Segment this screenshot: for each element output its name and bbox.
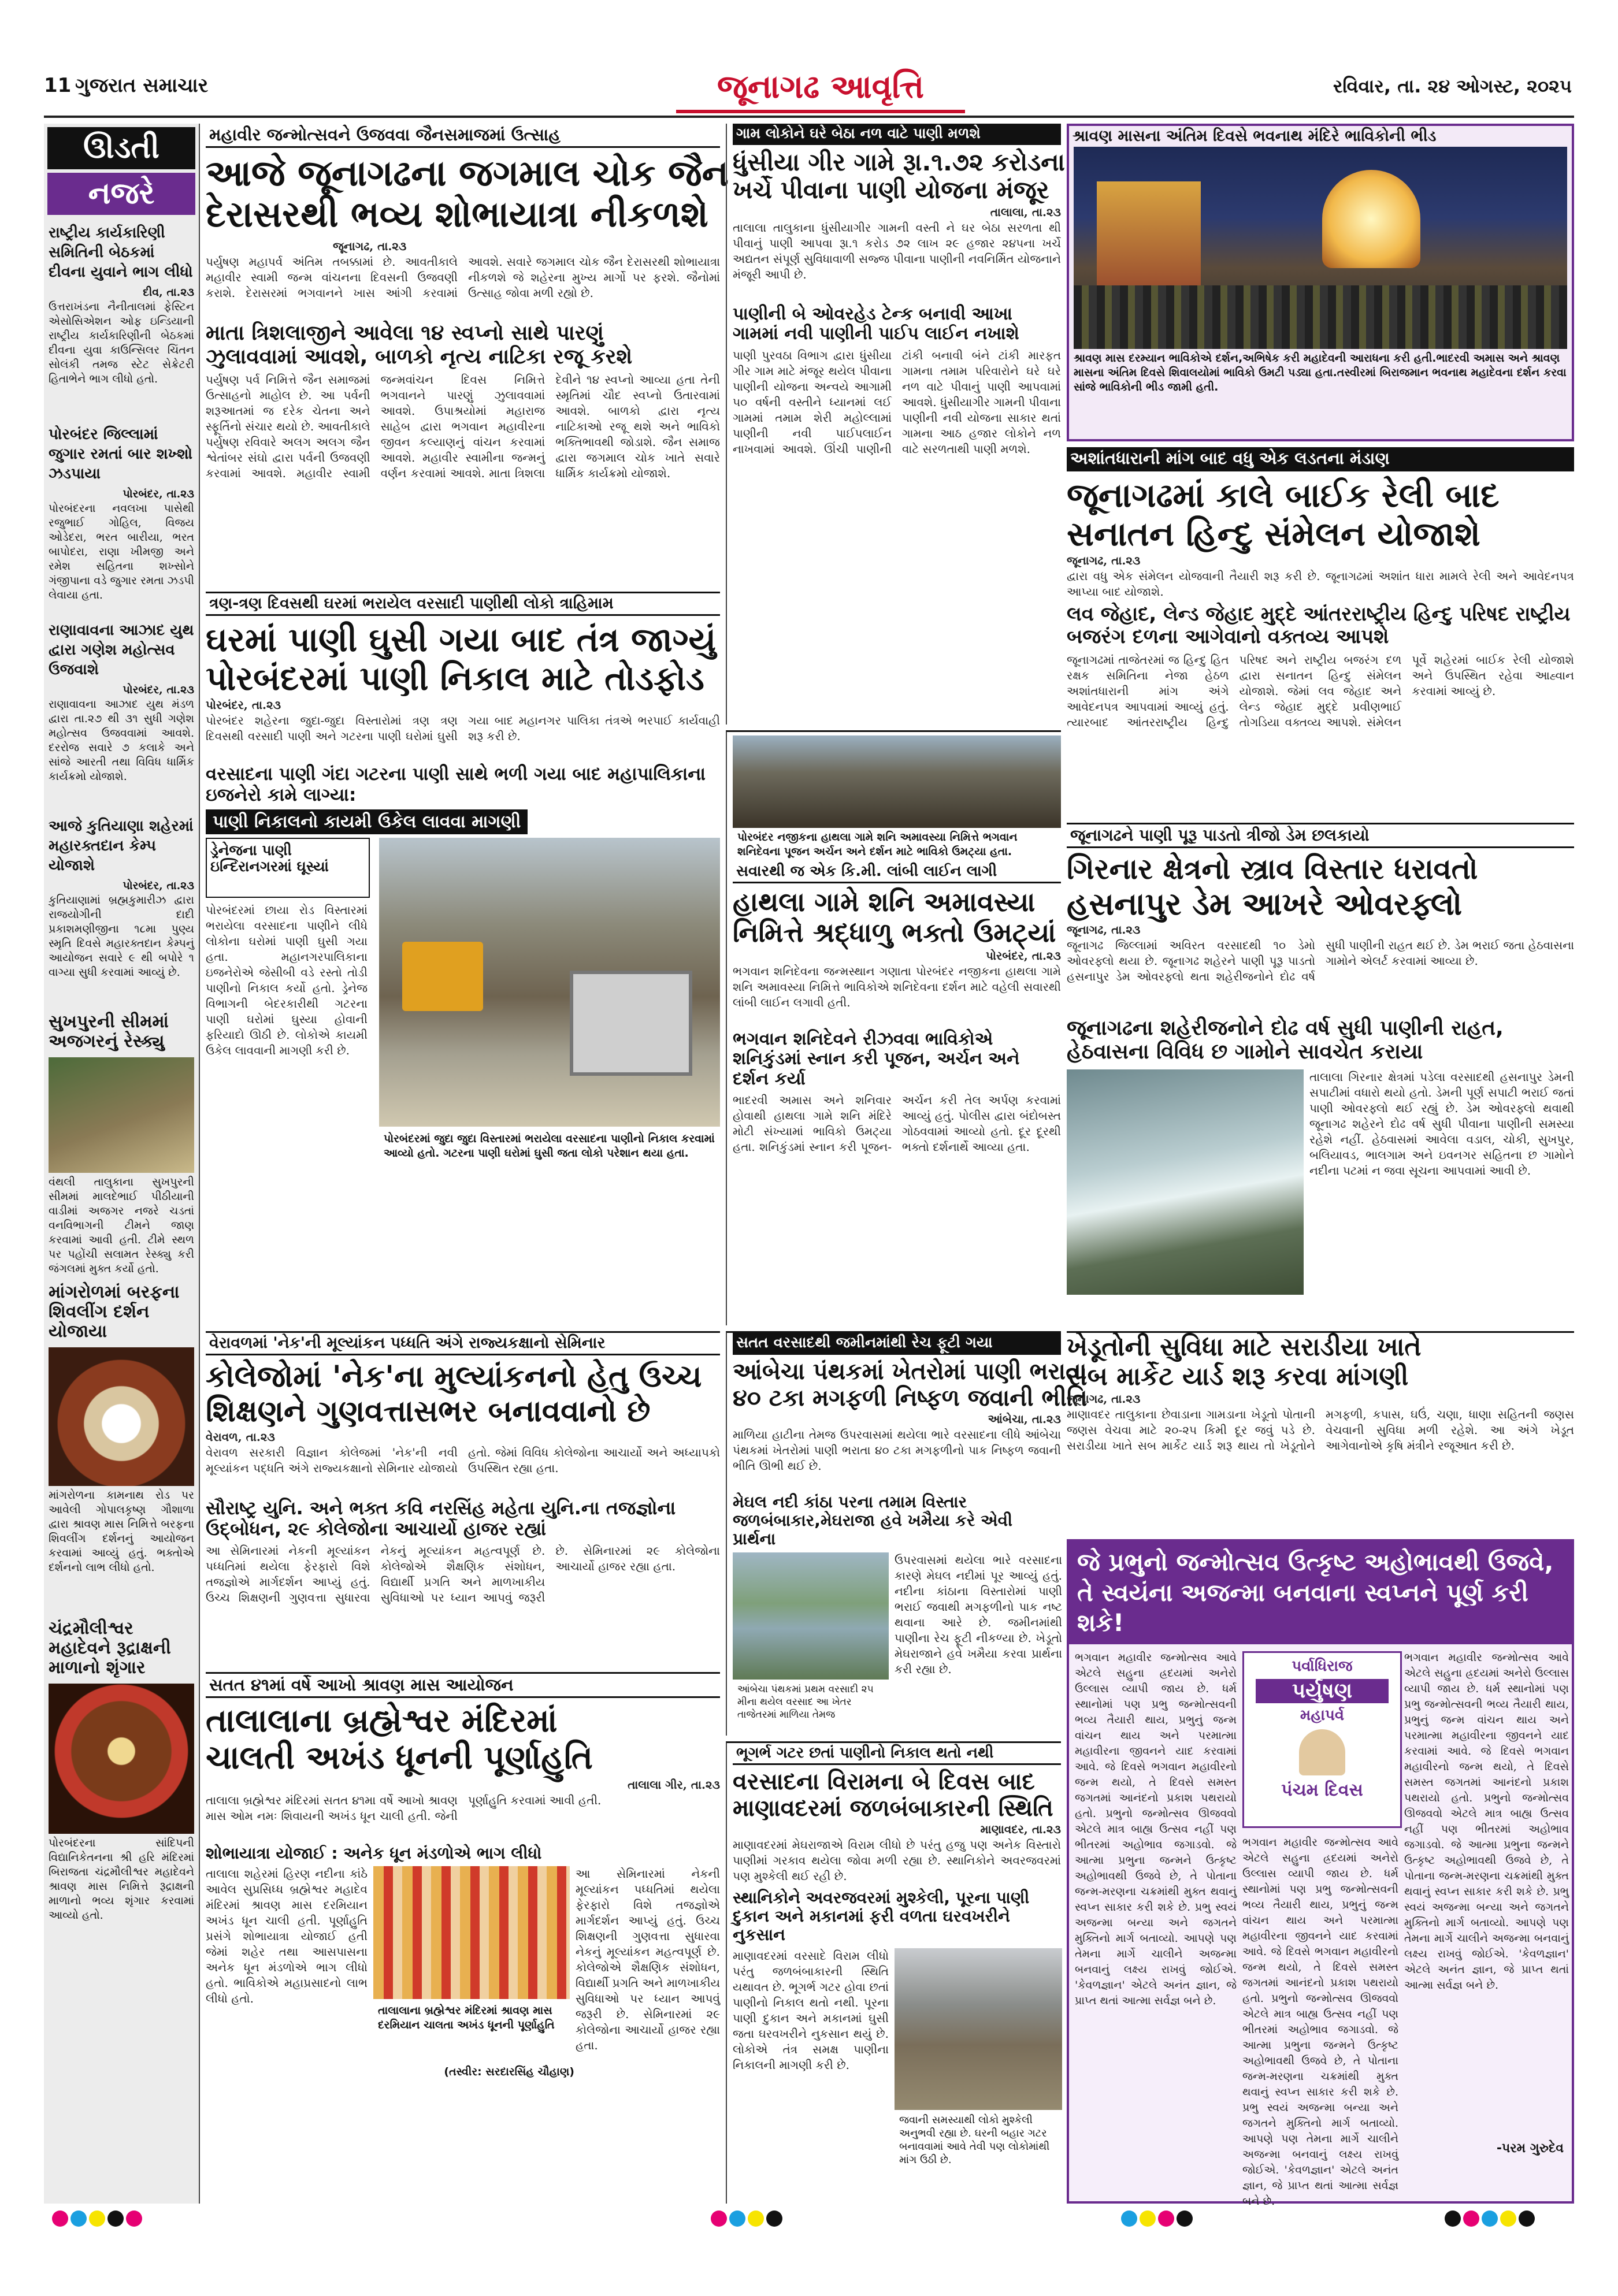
story-dateline: આંબેચા, તા.૨૩ [988, 1412, 1061, 1426]
sidebar-item [44, 1615, 199, 1952]
registration-dot [766, 2210, 782, 2227]
story-headline: હસનાપુર ડેમ આખરે ઓવરફ્લો [1067, 885, 1463, 922]
story-subhead: સ્થાનિકોને અવરજવરમાં મુશ્કેલી, પૂરના પાણી દુકાન અને મકાનમાં ફરી વળતા ઘરવખરીને નુકસાન [733, 1888, 1030, 1945]
story-headline: જે પ્રભુનો જન્મોત્સવ ઉત્કૃષ્ટ અહોભાવથી ઉજવે, તે સ્વયંના અજન્મા બનવાના સ્વપ્નને પૂર્ણ કરી શકે! [1069, 1541, 1572, 1644]
story-headline: કોલેજોમાં 'નેક'ના મુલ્યાંકનનો હેતુ ઉચ્ચ [206, 1359, 702, 1394]
sidebar-body: પોરબંદરના નવલખા પાસેથી રજુભાઈ ગોહિલ, વિજય ઓડેદરા, ભરત બારીયા, ભરત બાપોદરા, રાણા ખીમજી અને રમેશ સહિતના શખ્સોને ગંજીપાના વડે જુગાર રમતા ઝડપી લેવાયા હતા. [49, 502, 194, 601]
sidebar-item [44, 421, 199, 617]
registration-dot [89, 2210, 105, 2227]
sidebar-dateline: દીવ, તા.૨૩ [143, 286, 194, 299]
talala-photo [373, 1866, 570, 1999]
shani-photo [733, 735, 1061, 828]
photo-credit: (તસ્વીર: સરદારસિંહ ચૌહાણ) [444, 2065, 574, 2078]
registration-dot [107, 2210, 124, 2227]
story-dateline: જૂનાગઢ, તા.૨૩ [1067, 1392, 1141, 1406]
story-body: પોરબંદર શહેરના જુદા-જુદા વિસ્તારોમાં ત્રણ ત્રણ દિવસથી વરસાદી પાણી અને ગટરના પાણી ઘરોમાં ઘુસી ગયા બાદ મહાનગર પાલિકા તંત્રએ ભરપાઈ કાર્યવાહી શરૂ કરી છે. [206, 714, 720, 744]
sidebar-item [44, 813, 199, 1009]
registration-dot [1158, 2210, 1174, 2227]
registration-dot [1500, 2210, 1516, 2227]
story-body: તાલાલા તાલુકાના ધુંસીયાગીર ગામની વસ્તી ને ઘર બેઠા સરળતા થી પીવાનું પાણી આપવા રૂા.૧ કરોડ ૭૨ લાખ ૨૯ હજાર ૨૪૫ના ખર્ચે અદ્યતન સંપૂર્ણ સુવિધાવાળી સજ્જ પીવાના પાણીની નવનિર્મિત યોજનાને મંજૂરી આપી છે. [733, 220, 1061, 281]
photo-caption: તાલાલાના બ્રહ્મેશ્વર મંદિરમાં શ્રાવણ માસ દરમિયાન ચાલતા અખંડ ધૂનની પૂર્ણાહુતિ [378, 2004, 555, 2031]
story-kicker: મહાવીર જન્મોત્સવને ઉજવવા જૈનસમાજમાં ઉત્સાહ [206, 124, 720, 148]
badge-line: પંચમ દિવસ [1281, 1779, 1363, 1800]
story-dateline: પોરબંદર, તા.૨૩ [206, 698, 281, 712]
story-water-village [726, 124, 1065, 725]
story-headline: ખર્ચે પીવાના પાણી યોજના મંજૂર [733, 176, 1049, 205]
story-headline: ગિરનાર ક્ષેત્રનો સ્ત્રાવ વિસ્તાર ધરાવતો [1067, 852, 1478, 886]
story-body: પર્યુષણ મહાપર્વ અંતિમ તબક્કામાં છે. આવતીકાલે મહાવીર સ્વામી જન્મ વાંચનના દિવસની ઉજવણી કરાશે. દેરાસરમાં ભગવાનને ખાસ આંગી કરવામાં આવશે. સવારે જગમાલ ચોક જૈન દેરાસરથી શોભાયાત્રા નીકળશે જે શહેરના મુખ્ય માર્ગો પર ફરશે. જૈનોમાં ઉત્સાહ જોવા મળી રહ્યો છે. [206, 254, 720, 300]
story-body: ભગવાન મહાવીર જન્મોત્સવ આવે એટલે સહુના હ્રદયમાં અનેરો ઉલ્લાસ વ્યાપી જાય છે. ધર્મ સ્થાનોમાં પણ પ્રભુ જન્મોત્સવની ભવ્ય તૈયારી થાય, પ્રભુનું જન્મ વાંચન થાય અને પરમાત્મા મહાવીરના જીવનને યાદ કરવામાં આવે. જે દિવસે ભગવાન મહાવીરનો જન્મ થયો, તે દિવસે સમસ્ત જગતમાં આનંદનો પ્રકાશ પથરાયો હતો. પ્રભુનો જન્મોત્સવ ઊજવવો એટલે માત્ર બાહ્ય ઉત્સવ નહીં પણ ભીતરમાં અહોભાવ જગાડવો. જે આત્મા પ્રભુના જન્મને ઉત્કૃષ્ટ અહોભાવથી ઉજવે છે, તે પોતાના જન્મ-મરણના ચક્રમાંથી મુક્ત થવાનું સ્વપ્ન સાકાર કરી શકે છે. પ્રભુ સ્વયં અજન્મા બન્યા અને જગતને મુક્તિનો માર્ગ બતાવ્યો. આપણે પણ તેમના માર્ગે ચાલીને અજન્મા બનવાનું લક્ષ્ય રાખવું જોઈએ. 'કેવળજ્ઞાન' એટલે અનંત જ્ઞાન, જે પ્રાપ્ત થતાં આત્મા સર્વજ્ઞ બને છે. [1242, 1836, 1398, 2208]
photo-caption: આંબેચા પંથકમાં પ્રથમ વરસાદી ૨૫ મીના થયેલ વરસાદ આ ખેતર તાજેતરમાં માળિયા તેમજ [737, 1683, 874, 1721]
excavator [402, 942, 483, 1011]
story-subhead: પાણીની બે ઓવરહેડ ટેન્ક બનાવી આખા [733, 303, 1012, 324]
story-body: તાલાલા શહેરમાં હિરણ નદીના કાંઠે આવેલ સુપ્રસિધ્ધ બ્રહ્મેશ્વર મહાદેવ મંદિરમાં શ્રાવણ માસ દરમિયાન અખંડ ધૂન ચાલી હતી. પૂર્ણાહુતિ પ્રસંગે શોભાયાત્રા યોજાઈ હતી જેમાં શહેર તથા આસપાસના અનેક ધૂન મંડળોએ ભાગ લીધો હતો. ભાવિકોએ મહાપ્રસાદનો લાભ લીધો હતો. [206, 1866, 368, 2005]
story-body: પોરબંદરમાં છાયા રોડ વિસ્તારમાં ભરાયેલા વરસાદના પાણીને લીધે લોકોના ઘરોમાં પાણી ઘુસી ગયા હતા. મહાનગરપાલિકાના ઇજનેરોએ જેસીબી વડે રસ્તો તોડી પાણીનો નિકાલ કર્યો હતો. ડ્રેનેજ વિભાગની બેદરકારીથી ગટરના પાણી ઘરોમાં ઘુસ્યા હોવાની ફરિયાદો ઊઠી છે. લોકોએ કાયમી ઉકેલ લાવવાની માગણી કરી છે. [206, 902, 368, 1057]
sidebar-title-1: ઊડતી [47, 127, 195, 169]
story-kicker: સતત ૪૧માં વર્ષે આખો શ્રાવણ માસ આયોજન [206, 1674, 720, 1698]
story-headline: હાથલા ગામે શનિ અમાવસ્યા [733, 886, 1036, 917]
story-market [1067, 1331, 1574, 1533]
story-headline: પોરબંદરમાં પાણી નિકાલ માટે તોડફોડ [206, 658, 704, 698]
story-dateline: માણાવદર, તા.૨૩ [980, 1822, 1061, 1836]
registration-dot [729, 2210, 745, 2227]
story-subhead: માતા ત્રિશલાજીને આવેલા ૧૪ સ્વપ્નો સાથે પારણું [206, 321, 604, 345]
story-headline: જૂનાગઢમાં કાલે બાઈક રેલી બાદ [1067, 475, 1500, 515]
left-sidebar [44, 124, 200, 2204]
story-dam [1067, 823, 1574, 1325]
story-body: વેરાવળ સરકારી વિજ્ઞાન કોલેજમાં 'નેક'ની નવી મૂલ્યાંકન પદ્ધતિ અંગે રાજ્યકક્ષાનો સેમિનાર યોજાયો હતો. જેમાં વિવિધ કોલેજોના આચાર્યો અને અધ્યાપકો ઉપસ્થિત રહ્યા હતા. [206, 1445, 720, 1475]
story-headline: દેરાસરથી ભવ્ય શોભાયાત્રા નીકળશે [206, 193, 708, 236]
issue-date: રવિવાર, તા. ૨૪ ઓગસ્ટ, ૨૦૨૫ [1333, 75, 1572, 97]
story-headline: માણાવદરમાં જળબંબાકારની સ્થિતિ [733, 1795, 1053, 1822]
registration-dot [1463, 2210, 1479, 2227]
story-headline: સનાતન હિન્દુ સંમેલન યોજાશે [1067, 514, 1480, 553]
badge-line: મહાપર્વ [1300, 1706, 1345, 1724]
story-kicker: ગામ લોકોને ઘરે બેઠા નળ વાટે પાણી મળશે [733, 124, 1061, 145]
sub-kicker-box [206, 838, 370, 898]
story-body: આ સેમિનારમાં નેકની મૂલ્યાંકન પધ્ધતિમાં થયેલા ફેરફારો વિશે તજજ્ઞોએ માર્ગદર્શન આપ્યું હતું. ઉચ્ચ શિક્ષણની ગુણવત્તા સુધારવા નેકનું મૂલ્યાંકન મહત્વપૂર્ણ છે. કોલેજોએ શૈક્ષણિક સંશોધન, વિદ્યાર્થી પ્રગતિ અને માળખાકીય સુવિધાઓ પર ધ્યાન આપવું જરૂરી છે. સેમિનારમાં ૨૯ કોલેજોના આચાર્યો હાજર રહ્યા હતા. [576, 1866, 720, 2052]
story-subhead: ઝુલાવવામાં આવશે, બાળકો નૃત્ય નાટિકા રજૂ કરશે [206, 344, 633, 369]
story-headline: ચાલતી અખંડ ધૂનની પૂર્ણાહુતિ [206, 1739, 593, 1777]
prayer-hands-icon [1299, 1729, 1345, 1775]
story-body: ભગવાન મહાવીર જન્મોત્સવ આવે એટલે સહુના હ્રદયમાં અનેરો ઉલ્લાસ વ્યાપી જાય છે. ધર્મ સ્થાનોમાં પણ પ્રભુ જન્મોત્સવની ભવ્ય તૈયારી થાય, પ્રભુનું જન્મ વાંચન થાય અને પરમાત્મા મહાવીરના જીવનને યાદ કરવામાં આવે. જે દિવસે ભગવાન મહાવીરનો જન્મ થયો, તે દિવસે સમસ્ત જગતમાં આનંદનો પ્રકાશ પથરાયો હતો. પ્રભુનો જન્મોત્સવ ઊજવવો એટલે માત્ર બાહ્ય ઉત્સવ નહીં પણ ભીતરમાં અહોભાવ જગાડવો. જે આત્મા પ્રભુના જન્મને ઉત્કૃષ્ટ અહોભાવથી ઉજવે છે, તે પોતાના જન્મ-મરણના ચક્રમાંથી મુક્ત થવાનું સ્વપ્ન સાકાર કરી શકે છે. પ્રભુ સ્વયં અજન્મા બન્યા અને જગતને મુક્તિનો માર્ગ બતાવ્યો. આપણે પણ તેમના માર્ગે ચાલીને અજન્મા બનવાનું લક્ષ્ય રાખવું જોઈએ. 'કેવળજ્ઞાન' એટલે અનંત જ્ઞાન, જે પ્રાપ્ત થતાં આત્મા સર્વજ્ઞ બને છે. [1075, 1651, 1237, 2007]
story-dateline: પોરબંદર, તા.૨૩ [985, 948, 1061, 963]
sidebar-headline: રાણાવાવના આઝાદ યુથ દ્વારા ગણેશ મહોત્સવ ઉજવાશે [49, 622, 194, 678]
registration-dot [1177, 2210, 1193, 2227]
sidebar-headline: ચંદ્રમૌલીશ્વર મહાદેવને રૂદ્રાક્ષની માળાનો શૃંગાર [49, 1618, 171, 1678]
story-body: જૂનાગઢમાં તાજેતરમાં જ હિન્દુ હિત રક્ષક સમિતિના નેજા હેઠળ અશાંતધારાની માંગ અંગે આવેદનપત્ર આપવામાં આવ્યું હતું. ત્યારબાદ આંતરરાષ્ટ્રીય હિન્દુ પરિષદ અને રાષ્ટ્રીય બજરંગ દળ દ્વારા સનાતન હિન્દુ સંમેલન યોજાશે. જેમાં લવ જેહાદ અને લેન્ડ જેહાદ મુદ્દે પ્રવીણભાઈ તોગડિયા વક્તવ્ય આપશે. સંમેલન પૂર્વે શહેરમાં બાઈક રેલી યોજાશે અને ઉપસ્થિત રહેવા આહ્વાન કરવામાં આવ્યું છે. [1067, 652, 1574, 729]
story-body: દ્વારા વધુ એક સંમેલન યોજવાની તૈયારી શરૂ કરી છે. જૂનાગઢમાં અશાંત ધારા મામલે રેલી અને આવેદનપત્ર આપ્યા બાદ યોજાશે. [1067, 569, 1574, 599]
story-headline: આંબેચા પંથકમાં ખેતરોમાં પાણી ભરાતા [733, 1358, 1087, 1385]
sidebar-photo-rudraksh [49, 1684, 194, 1834]
registration-dot [1482, 2210, 1498, 2227]
registration-dot [1445, 2210, 1461, 2227]
sidebar-item [44, 220, 199, 421]
story-kicker: અશાંતધારાની માંગ બાદ વધુ એક લડતના મંડાણ [1067, 447, 1574, 471]
waterlogged-street-photo [895, 1948, 1062, 2110]
story-temple-photo [1067, 124, 1574, 441]
story-kicker: ખેડૂતોની સુવિધા માટે સરાડીયા ખાતે [1067, 1332, 1422, 1362]
story-headline: ધુંસીયા ગીર ગામે રૂા.૧.૭૨ કરોડના [733, 148, 1065, 176]
sidebar-body: વંથલી તાલુકાના સુખપુરની સીમમાં માલદેભાઈ પીઠીયાની વાડીમાં અજગર નજરે ચડતાં વનવિભાગની ટીમને જાણ કરવામાં આવી હતી. ટીમે સ્થળ પર પહોંચી સલામત રેસ્ક્યુ કરી જંગલમાં મુક્ત કર્યો હતો. [49, 1176, 194, 1275]
inline-box: પાણી નિકાલનો કાયમી ઉકેલ લાવવા માગણી [206, 809, 528, 834]
story-dateline: તાલાલા, તા.૨૩ [990, 205, 1061, 219]
story-subhead: વરસાદના પાણી ગંદા ગટરના પાણી સાથે ભળી ગયા બાદ મહાપાલિકાના ઇજનેરો કામે લાગ્યા: [206, 764, 706, 806]
story-manavadar [726, 1741, 1061, 2204]
flood-photo [379, 838, 720, 1127]
registration-marks-center [711, 2210, 826, 2234]
crowd [1074, 285, 1567, 349]
story-kicker: શ્રાવણ માસના અંતિમ દિવસે ભવનાથ મંદિરે ભાવિકોની ભીડ [1073, 127, 1437, 145]
story-jain [206, 124, 729, 586]
drain-pit [570, 971, 692, 1076]
badge-line: પર્વાધિરાજ [1292, 1657, 1353, 1675]
sidebar-item [44, 1279, 199, 1615]
sidebar-headline: સુખપુરની સીમમાં અજગરનું રેસ્ક્યુ [49, 1012, 169, 1052]
sidebar-headline: પોરબંદર જિલ્લામાં જુગાર રમતાં બાર શખ્શો ઝડપાયા [49, 426, 193, 482]
story-kicker: વેરાવળમાં 'નેક'ની મૂલ્યાંકન પધ્ધતિ અંગે રાજ્યકક્ષાનો સેમિનાર [206, 1333, 720, 1355]
story-subhead: ભગવાન શનિદેવને રીઝવવા ભાવિકોએ શનિકુંડમાં સ્નાન કરી પૂજન, અર્ચન અને દર્શન કર્યા [733, 1028, 1020, 1089]
story-ambliya [726, 1331, 1088, 1736]
story-porbandar [206, 592, 720, 1325]
editorial-byline: -પરમ ગુરુદેવ [1496, 2141, 1564, 2156]
registration-dot [748, 2210, 764, 2227]
registration-dot [70, 2210, 87, 2227]
story-dateline: વેરાવળ, તા.૨૩ [206, 1429, 275, 1444]
photo-caption: પોરબંદર નજીકના હાથલા ગામે શનિ અમાવસ્યા નિમિત્તે ભગવાન શનિદેવના પૂજન અર્ચન અને દર્શન માટે ભાવિકો ઉમટ્યા હતા. [737, 831, 1018, 858]
registration-marks-right [1121, 2210, 1237, 2234]
story-subhead: લવ જેહાદ, લેન્ડ જેહાદ મુદ્દે આંતરરાષ્ટ્રીય હિન્દુ પરિષદ રાષ્ટ્રીય બજરંગ દળના આગેવાનો વક્તવ્ય આપશે [1067, 603, 1571, 649]
registration-dot [711, 2210, 727, 2227]
story-dateline: જૂનાગઢ, તા.૨૩ [333, 239, 407, 253]
sidebar-dateline: પોરબંદર, તા.૨૩ [123, 488, 194, 500]
photo-caption: જવાની સમસ્યાથી લોકો મુશ્કેલી અનુભવી રહ્યા છે. ઘરની બહાર ગટર બનાવવામાં આવે તેવી પણ લોકોમાંથી માંગ ઉઠી છે. [899, 2113, 1050, 2166]
edition-title: જૂનાગઢ આવૃત્તિ [717, 68, 925, 106]
sidebar-body: ઉત્તરાખંડના નૈનીતાલમાં ફેસ્ટિન એસોસિએશન ઓફ ઇન્ડિયાની રાષ્ટ્રીય કાર્યકારિણીની બેઠકમાં દીવના યુવા કાઉન્સિલર ચિંતન સોલંકી તમજ સ્ટેટ સેક્રેટરી હિતાભેને ભાગ લીધો હતો. [49, 300, 194, 385]
story-body: ભાદરવી અમાસ અને શનિવાર હોવાથી હાથલા ગામે શનિ મંદિરે મોટી સંખ્યામાં ભાવિકો ઉમટ્યા હતા. શનિકુંડમાં સ્નાન કરી પૂજન-અર્ચન કરી તેલ અર્પણ કરવામાં આવ્યું હતું. પોલીસ દ્વારા બંદોબસ્ત ગોઠવવામાં આવ્યો હતો. દૂર દૂરથી ભક્તો દર્શનાર્થે આવ્યા હતા. [733, 1093, 1061, 1154]
page-number: 11 [44, 74, 72, 97]
registration-dot [1519, 2210, 1535, 2227]
story-body: તાલાલા બ્રહ્મેશ્વર મંદિરમાં સતત ૪૧મા વર્ષે આખો શ્રાવણ માસ ઓમ નમઃ શિવાયની અખંડ ધૂન ચાલી હતી. જેની પૂર્ણાહુતિ કરવામાં આવી હતી. [206, 1793, 602, 1823]
story-dateline: જૂનાગઢ, તા.૨૩ [1067, 922, 1141, 937]
sidebar-headline: આજે કુતિયાણા શહેરમાં મહારક્તદાન કેમ્પ યોજાશે [49, 818, 194, 874]
temple-photo [1074, 147, 1567, 349]
sidebar-title-2: નજરે [47, 173, 195, 215]
story-subhead: મેઘલ નદી કાંઠા પરના તમામ વિસ્તાર જળબંબાકાર,મેઘરાજા હવે ખમૈયા કરે એવી પ્રાર્થના [733, 1492, 1013, 1549]
sidebar-body: માંગરોળના કામનાથ રોડ પર આવેલી ગોપાલકૃષ્ણ ગૌશાળા દ્વારા શ્રાવણ માસ નિમિત્તે બરફના શિવલીંગ દર્શનનું આયોજન કરવામાં આવ્યું હતું. ભક્તોએ દર્શનનો લાભ લીધો હતો. [49, 1489, 194, 1574]
story-headline: આજે જૂનાગઢના જગમાલ ચોક જૈન [206, 152, 729, 194]
story-body: માણાવદરમાં મેઘરાજાએ વિરામ લીધો છે પરંતુ હજુ પણ અનેક વિસ્તારો પાણીમાં ગરકાવ થયેલા જોવા મળી રહ્યા છે. સ્થાનિકોને અવરજવરમાં પણ મુશ્કેલી થઈ રહી છે. [733, 1838, 1061, 1883]
sidebar-body: પોરબંદરના સાંદિપની વિદ્યાનિકેતનના શ્રી હરિ મંદિરમાં બિરાજતા ચંદ્રમૌલીશ્વર મહાદેવને શ્રાવણ માસ નિમિત્તે રૂદ્રાક્ષની માળાનો ભવ્ય શૃંગાર કરવામાં આવ્યો હતો. [49, 1837, 194, 1922]
story-talala [206, 1672, 720, 2204]
flooded-field-photo [733, 1552, 889, 1680]
story-editorial [1067, 1539, 1574, 2208]
registration-dot [1121, 2210, 1137, 2227]
badge-line: પર્યુષણ [1256, 1679, 1389, 1703]
story-subhead: સૌરાષ્ટ્ર યુનિ. અને ભક્ત કવિ નરસિંહ મહેતા યુનિ.ના તજજ્ઞોના ઉદ્બોધન, ૨૯ કોલેજોના આચાર્યો હાજર રહ્યાં [206, 1496, 676, 1540]
story-body: ઉપરવાસમાં થયેલા ભારે વરસાદના કારણે મેઘલ નદીમાં પૂર આવ્યું હતું. નદીના કાંઠાના વિસ્તારોમાં પાણી ભરાઈ જવાથી મગફળીનો પાક નષ્ટ થવાના આરે છે. જમીનમાંથી પાણીના રેચ ફૂટી નીકળ્યા છે. ખેડૂતો મેઘરાજાને હવે ખમૈયા કરવા પ્રાર્થના કરી રહ્યા છે. [895, 1552, 1062, 1676]
registration-dot [52, 2210, 68, 2227]
photo-caption: પોરબંદરમાં જુદા જુદા વિસ્તારમાં ભરાયેલા વરસાદના પાણીનો નિકાલ કરવામાં આવ્યો હતો. ગટરના પાણી ઘરોમાં ઘુસી જતા લોકો પરેશાન થયા હતા. [384, 1132, 715, 1160]
registration-marks-left [52, 2210, 202, 2234]
registration-dot [126, 2210, 142, 2227]
sidebar-body: રાણાવાવના આઝાદ યુથ મંડળ દ્વારા તા.૨૭ થી ૩૧ સુધી ગણેશ મહોત્સવ ઉજવવામાં આવશે. દરરોજ સવારે ૭ કલાકે અને સાંજે આરતી તથા વિવિધ ધાર્મિક કાર્યક્રમો યોજાશે. [49, 698, 194, 783]
story-kicker: જૂનાગઢને પાણી પૂરૂ પાડતો ત્રીજો ડેમ છલકાયો [1067, 824, 1574, 848]
paryushan-badge [1242, 1651, 1402, 1828]
sidebar-dateline: પોરબંદર, તા.૨૩ [123, 879, 194, 892]
story-headline: નિમિત્તે શ્રદ્ધાળુ ભક્તો ઉમટ્યાં [733, 916, 1056, 948]
story-body: તાલાલા ગિરનાર ક્ષેત્રમાં પડેલા વરસાદથી હસનાપુર ડેમની સપાટીમાં વધારો થયો હતો. ડેમની પૂર્ણ સપાટી ભરાઈ જતાં પાણી ઓવરફ્લો થઈ રહ્યું છે. ડેમ ઓવરફ્લો થવાથી જૂનાગઢ શહેરને દોઢ વર્ષ સુધી પીવાના પાણીની સમસ્યા રહેશે નહીં. હેઠવાસમાં આવેલા વડાલ, ચોકી, સુખપુર, બલિયાવડ, ભાલગામ અને ઇવનગર સહિતના છ ગામોને નદીના પટમાં ન જવા સૂચના આપવામાં આવી છે. [1309, 1070, 1574, 1178]
story-kicker: સવારથી જ એક કિ.મી. લાંબી લાઈન લાગી [733, 861, 1061, 883]
masthead [0, 0, 1618, 116]
photo-caption: શ્રાવણ માસ દરમ્યાન ભાવિકોએ દર્શન,અભિષેક કરી મહાદેવની આરાધના કરી હતી.ભાદરવી અમાસ અને શ્રાવણ માસના અંતિમ દિવસે શિવાલયોમાં ભાવિકો ઉમટી પડ્યા હતા.તસ્વીરમાં બિરાજમાન ભવનાથ મહાદેવના દર્શન કરવા સાંજે ભાવિકોની ભીડ જામી હતી. [1074, 352, 1567, 393]
sidebar-item [44, 617, 199, 813]
story-headline: સબ માર્કેટ યાર્ડ શરૂ કરવા માંગણી [1067, 1361, 1409, 1391]
story-body: પર્યુષણ પર્વ નિમિત્તે જૈન સમાજમાં ઉત્સાહનો માહોલ છે. આ પર્વની શરૂઆતમાં જ દરેક ચેતના અને સ્ફૂર્તિનો સંચાર થયો છે. આવતીકાલે પર્યુષણ રવિવારે અલગ અલગ જૈન શ્વેતાંબર સંઘો દ્વારા પર્વની ઉજવણી કરવામાં આવશે. મહાવીર સ્વામી જન્મવાંચન દિવસ નિમિત્તે ભગવાનને પારણું ઝુલાવવામાં આવશે. ઉપાશ્રયોમાં મહારાજ સાહેબ દ્વારા ભગવાન મહાવીરના જીવન કલ્યાણનું વાંચન કરવામાં આવશે. મહાવીર સ્વામીના જન્મનું વર્ણન કરવામાં આવશે. માતા ત્રિશલા દેવીને ૧૪ સ્વપ્નો આવ્યા હતા તેની સ્મૃતિમાં ચૌદ સ્વપ્નો ઉતારવામાં આવશે. બાળકો દ્વારા નૃત્ય નાટિકાઓ રજૂ થશે અને ભાવિકો ભક્તિભાવથી જોડાશે. જૈન સમાજ દ્વારા જગમાલ ચોક ખાતે સવારે ધાર્મિક કાર્યક્રમો યોજાશે. [206, 373, 720, 481]
paper-name: ગુજરાત સમાચાર [75, 74, 209, 97]
story-body: આ સેમિનારમાં નેકની મૂલ્યાંકન પધ્ધતિમાં થયેલા ફેરફારો વિશે તજજ્ઞોએ માર્ગદર્શન આપ્યું હતું. ઉચ્ચ શિક્ષણની ગુણવત્તા સુધારવા નેકનું મૂલ્યાંકન મહત્વપૂર્ણ છે. કોલેજોએ શૈક્ષણિક સંશોધન, વિદ્યાર્થી પ્રગતિ અને માળખાકીય સુવિધાઓ પર ધ્યાન આપવું જરૂરી છે. સેમિનારમાં ૨૯ કોલેજોના આચાર્યો હાજર રહ્યા હતા. [206, 1544, 720, 1605]
registration-marks-far-right [1445, 2210, 1572, 2234]
story-body: જૂનાગઢ જિલ્લામાં અવિરત વરસાદથી ૧૦ ડેમો ઓવરફ્લો થયા છે. જૂનાગઢ શહેરને પાણી પૂરૂ પાડતો હસનાપુર ડેમ ઓવરફ્લો થતા શહેરીજનોને દોઢ વર્ષ સુધી પાણીની રાહત થઈ છે. ડેમ ભરાઈ જતા હેઠવાસના ગામોને એલર્ટ કરવામાં આવ્યા છે. [1067, 938, 1574, 983]
story-college [206, 1331, 720, 1666]
sidebar-item [44, 1009, 199, 1279]
story-body: માણાવદરમાં વરસાદે વિરામ લીધો પરંતુ જળબંબાકારની સ્થિતિ યથાવત છે. ભૂગર્ભ ગટર હોવા છતાં પાણીનો નિકાલ થતો નથી. પૂરના પાણી દુકાન અને મકાનમાં ઘુસી જતા ઘરવખરીને નુકસાન થયું છે. લોકોએ તંત્ર સમક્ષ પાણીના નિકાલની માગણી કરી છે. [733, 1948, 889, 2072]
edition-underline [676, 110, 965, 113]
story-body: ભગવાન શનિદેવના જન્મસ્થાન ગણાતા પોરબંદર નજીકના હાથલા ગામે શનિ અમાવસ્યા નિમિત્તે ભાવિકોએ શનિદેવના દર્શન માટે વહેલી સવારથી લાંબી લાઈન લગાવી હતી. [733, 964, 1061, 1009]
story-kicker: ત્રણ-ત્રણ દિવસથી ઘરમાં ભરાયેલ વરસાદી પાણીથી લોકો ત્રાહિમામ [206, 593, 720, 616]
story-subhead: ગામમાં નવી પાણીની પાઈપ લાઈન નખાશે [733, 324, 1019, 344]
masthead-rule [44, 116, 1574, 118]
story-headline: વરસાદના વિરામના બે દિવસ બાદ [733, 1769, 1035, 1795]
story-headline: તાલાલાના બ્રહ્મેશ્વર મંદિરમાં [206, 1702, 558, 1740]
sidebar-dateline: પોરબંદર, તા.૨૩ [123, 683, 194, 696]
dam-photo [1067, 1069, 1304, 1295]
story-headline: શિક્ષણને ગુણવત્તાસભર બનાવવાનો છે [206, 1394, 651, 1429]
story-shani [726, 730, 1061, 1325]
story-body: માણાવદર તાલુકાના છેવાડાના ગામડાના ખેડૂતો પોતાની જણસ વેચવા માટે ૨૦-૨૫ કિમી દૂર જવું પડે છે. સરાડીયા ખાતે સબ માર્કેટ યાર્ડ શરૂ થાય તો ખેડૂતોને મગફળી, કપાસ, ઘઉં, ચણા, ધાણા સહિતની જણસ વેચવાની સુવિધા મળી રહેશે. આ અંગે ખેડૂત આગેવાનોએ કૃષિ મંત્રીને રજૂઆત કરી છે. [1067, 1407, 1574, 1453]
sidebar-headline: માંગરોળમાં બરફના શિવલીંગ દર્શન યોજાયા [49, 1282, 180, 1342]
temple-dome [1322, 170, 1420, 268]
sidebar-headline: રાષ્ટ્રીય કાર્યકારિણી સમિતિની બેઠકમાં દીવના યુવાને ભાગ લીધો [49, 224, 193, 281]
sidebar-photo-python [49, 1057, 194, 1173]
sidebar-photo-shivling [49, 1347, 194, 1486]
story-subhead: જૂનાગઢના શહેરીજનોને દોઢ વર્ષ સુધી પાણીની રાહત, હેઠવાસના વિવિધ છ ગામોને સાવચેત કરાયા [1067, 1016, 1504, 1064]
story-kicker: સતત વરસાદથી જમીનમાંથી રેચ ફૂટી ગયા [733, 1333, 1061, 1355]
story-body: માળિયા હાટીના તેમજ ઉપરવાસમાં થયેલા ભારે વરસાદના લીધે આંબેચા પંથકમાં ખેતરોમાં પાણી ભરાતા ૪૦ ટકા મગફળીનો પાક નિષ્ફળ જવાની ભીતિ ઊભી થઈ છે. [733, 1428, 1061, 1473]
story-kicker: ભૂગર્ભ ગટર છતાં પાણીનો નિકાલ થતો નથી [733, 1743, 1061, 1765]
registration-dot [1140, 2210, 1156, 2227]
story-dateline: તાલાલા ગીર, તા.૨૩ [628, 1777, 720, 1792]
story-body: ભગવાન મહાવીર જન્મોત્સવ આવે એટલે સહુના હ્રદયમાં અનેરો ઉલ્લાસ વ્યાપી જાય છે. ધર્મ સ્થાનોમાં પણ પ્રભુ જન્મોત્સવની ભવ્ય તૈયારી થાય, પ્રભુનું જન્મ વાંચન થાય અને પરમાત્મા મહાવીરના જીવનને યાદ કરવામાં આવે. જે દિવસે ભગવાન મહાવીરનો જન્મ થયો, તે દિવસે સમસ્ત જગતમાં આનંદનો પ્રકાશ પથરાયો હતો. પ્રભુનો જન્મોત્સવ ઊજવવો એટલે માત્ર બાહ્ય ઉત્સવ નહીં પણ ભીતરમાં અહોભાવ જગાડવો. જે આત્મા પ્રભુના જન્મને ઉત્કૃષ્ટ અહોભાવથી ઉજવે છે, તે પોતાના જન્મ-મરણના ચક્રમાંથી મુક્ત થવાનું સ્વપ્ન સાકાર કરી શકે છે. પ્રભુ સ્વયં અજન્મા બન્યા અને જગતને મુક્તિનો માર્ગ બતાવ્યો. આપણે પણ તેમના માર્ગે ચાલીને અજન્મા બનવાનું લક્ષ્ય રાખવું જોઈએ. 'કેવળજ્ઞાન' એટલે અનંત જ્ઞાન, જે પ્રાપ્ત થતાં આત્મા સર્વજ્ઞ બને છે. [1404, 1651, 1569, 1992]
story-subhead: શોભાયાત્રા યોજાઈ : અનેક ધૂન મંડળોએ ભાગ લીધો [206, 1843, 542, 1863]
story-body: પાણી પુરવઠા વિભાગ દ્વારા ધુંસીયા ગીર ગામ માટે મંજૂર થયેલ પીવાના પાણીની યોજના અન્વયે આગામી ૫૦ વર્ષની વસ્તીને ધ્યાનમાં લઈ ગામમાં તમામ શેરી મહોલ્લામાં પાણીની નવી પાઈપલાઈન નાખવામાં આવશે. ઊંચી પાણીની ટાંકી બનાવી બંને ટાંકી મારફત ગામના તમામ પરિવારોને ઘરે ઘરે નળ વાટે પીવાનું પાણી આપવામાં આવશે. ધુંસીયાગીર ગામની પીવાના પાણીની નવી યોજના સાકાર થતાં ગામના આઠ હજાર લોકોને નળ વાટે સરળતાથી પાણી મળશે. [733, 348, 1061, 456]
story-dateline: જૂનાગઢ, તા.૨૩ [1067, 553, 1141, 568]
story-bike-rally [1067, 447, 1574, 817]
sub-kicker: ડ્રેનેજના પાણી ઇન્દિરાનગરમાં ઘૂસ્યાં [210, 841, 329, 875]
story-headline: ૪૦ ટકા મગફળી નિષ્ફળ જવાની ભીતિ [733, 1385, 1088, 1411]
story-headline: ઘરમાં પાણી ઘુસી ગયા બાદ તંત્ર જાગ્યું [206, 620, 716, 659]
sidebar-body: કુતિયાણામાં બ્રહ્મકુમારીઝ દ્વારા રાજયોગીની દાદી પ્રકાશમણીજીના ૧૮મા પુણ્ય સ્મૃતિ દિવસે મહારક્તદાન કેમ્પનું આયોજન સવારે ૯ થી બપોરે ૧ વાગ્યા સુધી કરવામાં આવ્યું છે. [49, 894, 194, 979]
